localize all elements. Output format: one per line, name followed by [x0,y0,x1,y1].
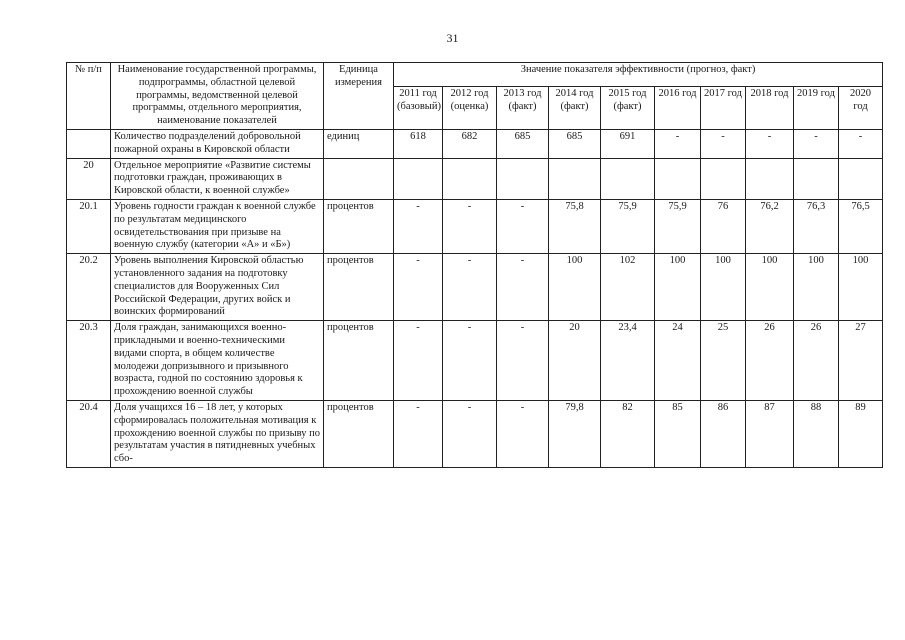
row-value: - [443,254,497,321]
row-value: 75,9 [655,199,701,253]
row-value: - [394,400,443,467]
row-value: 100 [794,254,839,321]
row-value: 24 [655,321,701,401]
row-name: Доля учащихся 16 – 18 лет, у которых сформировалась положительная мотивация к прохождению военной службы по призыву по результатам участия в пятидневных учебных сбо- [111,400,324,467]
row-value: 26 [794,321,839,401]
header-year: 2013 год (факт) [497,86,549,129]
row-unit: единиц [324,129,394,158]
row-value: 76,5 [839,199,883,253]
row-value: - [394,321,443,401]
header-year: 2017 год [701,86,746,129]
row-number: 20.1 [67,199,111,253]
table-row [67,254,883,321]
row-value [655,158,701,199]
row-value: 76 [701,199,746,253]
row-name: Уровень выполнения Кировской областью установленного задания на подготовку специалистов для Вооруженных Сил Российской Федерации, других войск и воинских формирований [111,254,324,321]
row-value [497,158,549,199]
row-value: 685 [497,129,549,158]
row-value [601,158,655,199]
row-value: 20 [549,321,601,401]
row-value: - [443,400,497,467]
header-year: 2020 год [839,86,883,129]
row-value: - [794,129,839,158]
table-row [67,400,883,467]
row-value [549,158,601,199]
row-value: 100 [549,254,601,321]
performance-indicators-table [66,62,883,468]
row-value [394,158,443,199]
row-value: 25 [701,321,746,401]
row-value [794,158,839,199]
row-value: - [655,129,701,158]
row-value: 82 [601,400,655,467]
row-value: - [497,321,549,401]
header-unit: Единица измерения [324,63,394,130]
row-value: 23,4 [601,321,655,401]
header-year: 2015 год (факт) [601,86,655,129]
row-value: - [443,199,497,253]
row-value: - [497,400,549,467]
row-value [701,158,746,199]
row-value: 682 [443,129,497,158]
row-number: 20.2 [67,254,111,321]
row-value: 79,8 [549,400,601,467]
row-value: - [394,254,443,321]
table-row [67,199,883,253]
row-value: - [839,129,883,158]
table-row [67,158,883,199]
row-value: 102 [601,254,655,321]
row-value: - [497,254,549,321]
header-year: 2018 год [746,86,794,129]
header-name: Наименование государственной программы, подпрограммы, областной целевой программы, ведомственной целевой программы, отдельного мероприятия, наименование показателей [111,63,324,130]
row-number: 20.4 [67,400,111,467]
row-unit: процентов [324,254,394,321]
header-year: 2011 год (базовый) [394,86,443,129]
row-value: 100 [746,254,794,321]
header-year: 2019 год [794,86,839,129]
table-row [67,129,883,158]
row-value: 618 [394,129,443,158]
row-value: - [443,321,497,401]
row-name: Отдельное мероприятие «Развитие системы подготовки граждан, проживающих в Кировской области, к военной службе» [111,158,324,199]
row-value: 86 [701,400,746,467]
table-header-row [67,63,883,87]
row-value: 89 [839,400,883,467]
row-value: 76,3 [794,199,839,253]
row-unit: процентов [324,199,394,253]
row-value: 691 [601,129,655,158]
row-value: - [497,199,549,253]
row-value: - [394,199,443,253]
row-name: Уровень годности граждан к военной службе по результатам медицинского освидетельствования при призыве на военную службу (категории «А» и «Б») [111,199,324,253]
row-value: 27 [839,321,883,401]
row-unit: процентов [324,321,394,401]
row-number: 20.3 [67,321,111,401]
row-number [67,129,111,158]
row-value: 75,8 [549,199,601,253]
header-year: 2016 год [655,86,701,129]
row-name: Доля граждан, занимающихся военно-прикладными и военно-техническими видами спорта, в общем количестве молодежи допризывного и призывного возраста, годной по состоянию здоровья к прохождению военной службы [111,321,324,401]
row-value: 100 [655,254,701,321]
header-number: № п/п [67,63,111,130]
row-name: Количество подразделений добровольной пожарной охраны в Кировской области [111,129,324,158]
row-value: - [701,129,746,158]
page-number: 31 [446,31,459,45]
row-value [746,158,794,199]
row-value [839,158,883,199]
row-value [443,158,497,199]
row-value: 100 [839,254,883,321]
header-year: 2012 год (оценка) [443,86,497,129]
header-values-group: Значение показателя эффективности (прогноз, факт) [394,63,883,87]
row-value: 75,9 [601,199,655,253]
row-value: 76,2 [746,199,794,253]
row-unit [324,158,394,199]
row-value: 685 [549,129,601,158]
row-value: - [746,129,794,158]
row-value: 100 [701,254,746,321]
row-value: 88 [794,400,839,467]
table-row [67,321,883,401]
row-unit: процентов [324,400,394,467]
header-year: 2014 год (факт) [549,86,601,129]
row-value: 26 [746,321,794,401]
row-value: 85 [655,400,701,467]
row-value: 87 [746,400,794,467]
row-number: 20 [67,158,111,199]
